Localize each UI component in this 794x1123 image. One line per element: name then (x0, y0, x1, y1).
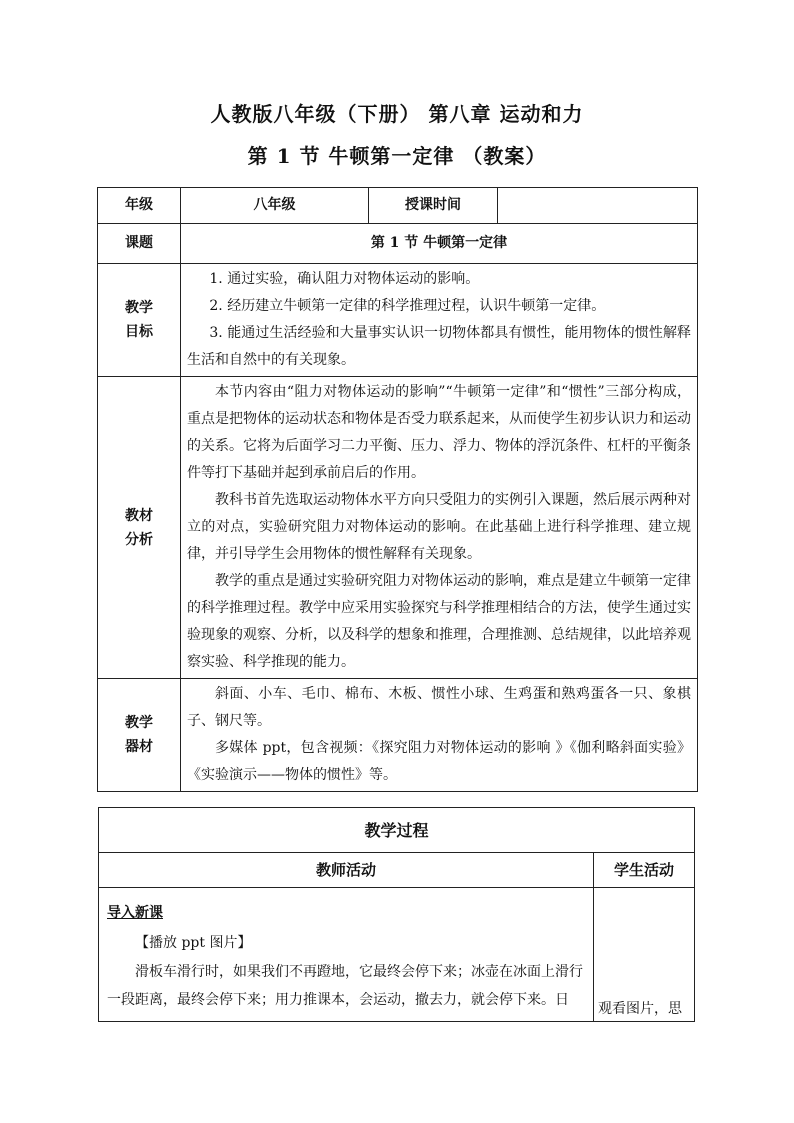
analysis-paragraph: 本节内容由“阻力对物体运动的影响”“牛顿第一定律”和“惯性”三部分构成，重点是把物体的运动状态和物体是否受力联系起来，从而使学生初步认识力和运动的关系。它将为后面学习二力平衡、压力、浮力、物体的浮沉条件、杠杆的平衡条件等打下基础并起到承前启后的作用。 (187, 384, 691, 481)
document-subtitle: 第 1 节 牛顿第一定律 （教案） (247, 144, 547, 168)
time-value (498, 188, 698, 224)
grade-value: 八年级 (181, 188, 369, 224)
intro-paragraph: 滑板车滑行时，如果我们不再蹬地，它最终会停下来；冰壶在冰面上滑行一段距离，最终会停下来；用力推课本，会运动，撤去力，就会停下来。日 (107, 964, 583, 1008)
document-title: 人教版八年级（下册） 第八章 运动和力 (210, 102, 584, 126)
analysis-label (98, 377, 181, 679)
student-activity-header: 学生活动 (594, 853, 695, 888)
analysis-paragraph: 教学的重点是通过实验研究阻力对物体运动的影响，难点是建立牛顿第一定律的科学推理过程。教学中应采用实验探究与科学推理相结合的方法，使学生通过实验现象的观察、分析，以及科学的想象和推理，合理推测、总结规律，以此培养观察实验、科学推现的能力。 (187, 573, 691, 670)
objective-item: 3. 能通过生活经验和大量事实认识一切物体都具有惯性，能用物体的惯性解释生活和自然中的有关现象。 (187, 325, 691, 368)
objective-item: 1. 通过实验，确认阻力对物体运动的影响。 (209, 271, 480, 287)
grade-label: 年级 (98, 188, 181, 224)
time-label: 授课时间 (369, 188, 498, 224)
objectives-label (98, 264, 181, 377)
materials-paragraph: 斜面、小车、毛巾、棉布、木板、惯性小球、生鸡蛋和熟鸡蛋各一只、象棋子、钢尺等。 (187, 686, 691, 729)
teacher-activity-header: 教师活动 (99, 853, 594, 888)
objectives-cell (181, 264, 698, 377)
objectives-label-text: 教学目标 (125, 300, 153, 340)
topic-value: 第 1 节 牛顿第一定律 (181, 224, 698, 264)
materials-label-text: 教学器材 (125, 715, 153, 755)
topic-label: 课题 (98, 224, 181, 264)
analysis-cell (181, 377, 698, 679)
process-table (98, 807, 695, 1022)
teacher-activity-cell (99, 888, 594, 1022)
process-title: 教学过程 (99, 808, 695, 853)
student-note: 观看图片，思 (598, 1001, 682, 1017)
student-activity-cell (594, 888, 695, 1022)
bracket-note: 【播放 ppt 图片】 (135, 935, 252, 951)
analysis-label-text: 教材分析 (125, 507, 153, 548)
materials-label (98, 679, 181, 792)
materials-cell (181, 679, 698, 792)
materials-paragraph: 多媒体 ppt，包含视频：《探究阻力对物体运动的影响 》《伽利略斜面实验》《实验演示——物体的惯性》等。 (187, 740, 691, 783)
lesson-info-table (97, 187, 698, 792)
analysis-paragraph: 教科书首先选取运动物体水平方向只受阻力的实例引入课题，然后展示两种对立的对点，实验研究阻力对物体运动的影响。在此基础上进行科学推理、建立规律，并引导学生会用物体的惯性解释有关现象。 (187, 492, 691, 562)
objective-item: 2. 经历建立牛顿第一定律的科学推理过程，认识牛顿第一定律。 (209, 298, 606, 314)
section-heading: 导入新课 (107, 905, 163, 921)
